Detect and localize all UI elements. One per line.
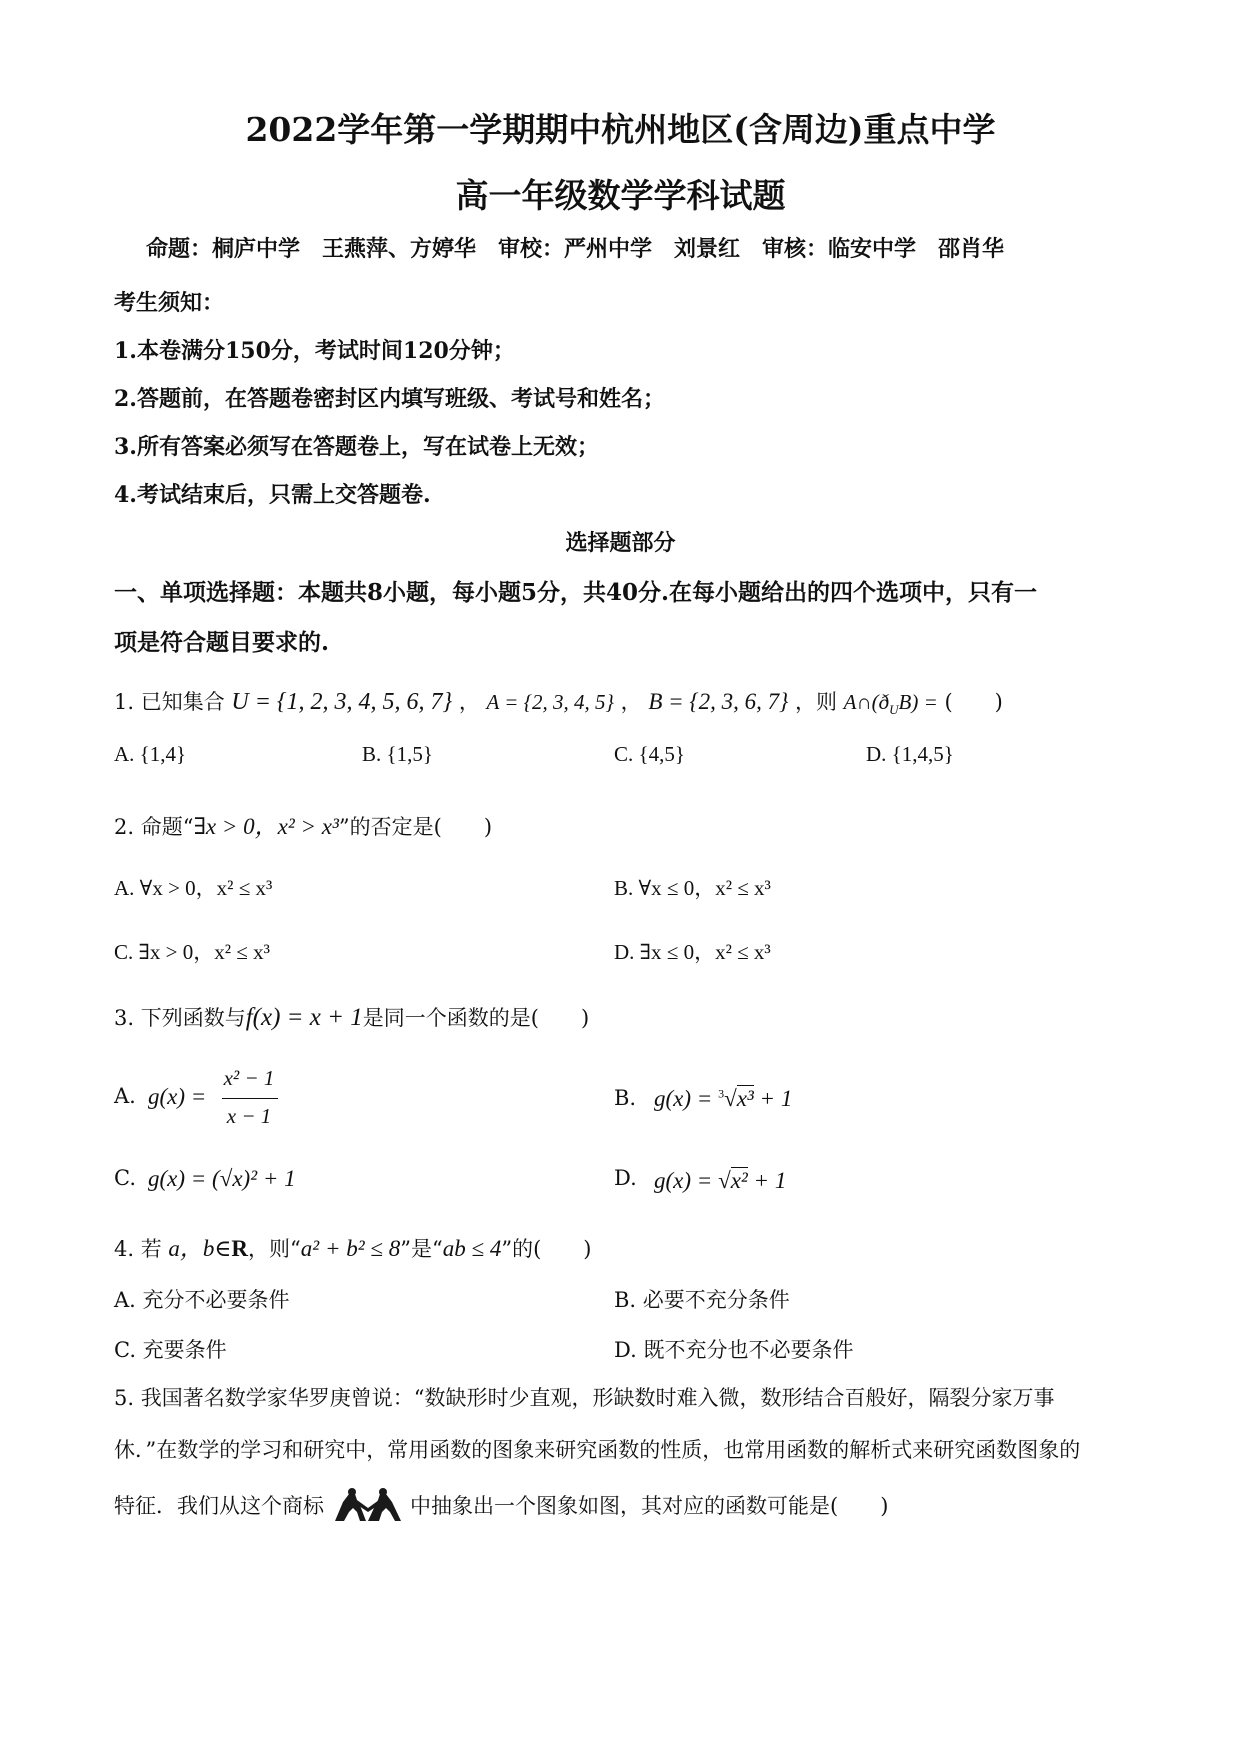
notice-item: 4.考试结束后，只需上交答题卷. bbox=[114, 482, 431, 508]
q3-option-b-math bbox=[654, 1086, 792, 1112]
q4-suffix: ”的( ) bbox=[501, 1237, 592, 1261]
q3-d-radicand: x² bbox=[730, 1168, 748, 1193]
q2-option-b: B. ∀x ≤ 0，x² ≤ x³ bbox=[614, 876, 771, 900]
q3-b-root-index: 3 bbox=[718, 1086, 725, 1101]
q1-set-b: B = {2, 3, 6, 7} bbox=[648, 689, 789, 714]
q1-option-a: A. {1,4} bbox=[114, 742, 187, 766]
q4-mid1: ，则“ bbox=[248, 1237, 301, 1261]
q3-prefix: 3. 下列函数与 bbox=[114, 1006, 246, 1030]
q3-b-tail: + 1 bbox=[753, 1086, 793, 1111]
question-4-stem bbox=[114, 1230, 591, 1263]
notice-heading: 考生须知： bbox=[114, 290, 225, 316]
question-5-line3-pre: 特征．我们从这个商标 bbox=[114, 1494, 324, 1518]
q1-option-b: B. {1,5} bbox=[362, 742, 433, 766]
kappa-logo-icon bbox=[333, 1488, 403, 1522]
q1-mid: ，则 bbox=[794, 690, 837, 714]
question-5-line1: 5. 我国著名数学家华罗庚曾说：“数缺形时少直观，形缺数时难入微，数形结合百般好，隔裂分家万事 bbox=[114, 1386, 1055, 1410]
section-title: 选择题部分 bbox=[565, 530, 676, 556]
q3-option-b-label: B. bbox=[614, 1086, 637, 1110]
q2-suffix: ”的否定是( ) bbox=[338, 815, 493, 839]
question-3-stem bbox=[114, 1002, 589, 1032]
notice-item: 2.答题前，在答题卷密封区内填写班级、考试号和姓名； bbox=[114, 386, 665, 412]
fraction-bar bbox=[222, 1098, 278, 1099]
q3-math: f(x) = x + 1 bbox=[245, 1004, 363, 1031]
q3-d-lhs: g(x) = bbox=[654, 1168, 719, 1193]
q1-option-c: C. {4,5} bbox=[614, 742, 685, 766]
q3-option-a-lhs: g(x) = bbox=[148, 1084, 207, 1109]
q3-suffix: 是同一个函数的是( ) bbox=[362, 1006, 590, 1030]
q4-mid2: ”是“ bbox=[400, 1237, 443, 1261]
q3-d-tail: + 1 bbox=[747, 1168, 787, 1193]
q1-option-d: D. {1,4,5} bbox=[866, 742, 954, 766]
q1-prefix: 1. 已知集合 bbox=[114, 690, 225, 714]
q4-option-d: D. 既不充分也不必要条件 bbox=[614, 1338, 854, 1362]
q2-option-a: A. ∀x > 0，x² ≤ x³ bbox=[114, 876, 273, 900]
q2-option-d: D. ∃x ≤ 0，x² ≤ x³ bbox=[614, 940, 771, 964]
q3-option-a-denominator: x − 1 bbox=[226, 1104, 272, 1128]
q4-prefix: 4. 若 bbox=[114, 1237, 169, 1261]
exam-subtitle: 高一年级数学学科试题 bbox=[455, 176, 786, 215]
question-2-stem bbox=[114, 808, 492, 841]
radical-icon: √ bbox=[724, 1086, 737, 1111]
notice-item: 1.本卷满分150分，考试时间120分钟； bbox=[114, 338, 515, 364]
q3-option-d-math bbox=[654, 1168, 786, 1194]
q2-option-c: C. ∃x > 0，x² ≤ x³ bbox=[114, 940, 270, 964]
part-instructions-line1: 一、单项选择题：本题共8小题，每小题5分，共40分.在每小题给出的四个选项中，只有一 bbox=[114, 579, 1038, 606]
q2-prefix: 2. 命题“ bbox=[114, 815, 194, 839]
q3-option-a-label: A. bbox=[114, 1084, 136, 1108]
q4-option-c: C. 充要条件 bbox=[114, 1338, 227, 1362]
q3-b-radicand: x³ bbox=[736, 1086, 754, 1111]
notice-item: 3.所有答案必须写在答题卷上，写在试卷上无效； bbox=[114, 434, 599, 460]
radical-icon: √ bbox=[718, 1168, 731, 1193]
q1-expression bbox=[843, 690, 938, 718]
q3-option-a-numerator: x² − 1 bbox=[223, 1066, 275, 1090]
q1-answer-paren: ( ) bbox=[944, 690, 1003, 714]
q4-vars: a，b∈ bbox=[168, 1236, 232, 1261]
q4-cond1: a² + b² ≤ 8 bbox=[300, 1236, 401, 1261]
q1-sep: ， bbox=[458, 690, 480, 714]
q3-option-c-label: C. bbox=[114, 1166, 136, 1190]
q3-b-lhs: g(x) = bbox=[654, 1086, 719, 1111]
q1-expr-main: A∩(ð bbox=[843, 690, 890, 714]
question-5-line2: 休．”在数学的学习和研究中，常用函数的图象来研究函数的性质，也常用函数的解析式来研究函数图象的 bbox=[114, 1438, 1081, 1462]
q4-option-a: A. 充分不必要条件 bbox=[114, 1288, 290, 1312]
q2-math: ∃x > 0，x² > x³ bbox=[193, 814, 339, 839]
part-instructions-line2: 项是符合题目要求的. bbox=[114, 629, 330, 656]
authors-line: 命题：桐庐中学 王燕萍、方婷华 审校：严州中学 刘景红 审核：临安中学 邵肖华 bbox=[146, 236, 1005, 262]
q4-cond2: ab ≤ 4 bbox=[442, 1236, 502, 1261]
q1-expr-end: B) = bbox=[898, 690, 938, 714]
q1-set-a: A = {2, 3, 4, 5} bbox=[486, 690, 614, 714]
q1-sep: ， bbox=[620, 690, 642, 714]
question-1-stem bbox=[114, 686, 1003, 718]
q4-option-b: B. 必要不充分条件 bbox=[614, 1288, 790, 1312]
q3-option-c-math: g(x) = (√x)² + 1 bbox=[148, 1166, 296, 1191]
q1-expr-sub: U bbox=[889, 702, 899, 718]
question-5-line3-post: 中抽象出一个图象如图，其对应的函数可能是( ) bbox=[410, 1494, 889, 1518]
q1-set-u: U = {1, 2, 3, 4, 5, 6, 7} bbox=[231, 689, 453, 715]
q4-real-set: R bbox=[231, 1236, 249, 1261]
exam-title: 2022学年第一学期期中杭州地区(含周边)重点中学 bbox=[245, 110, 996, 149]
q3-option-d-label: D. bbox=[614, 1166, 637, 1190]
